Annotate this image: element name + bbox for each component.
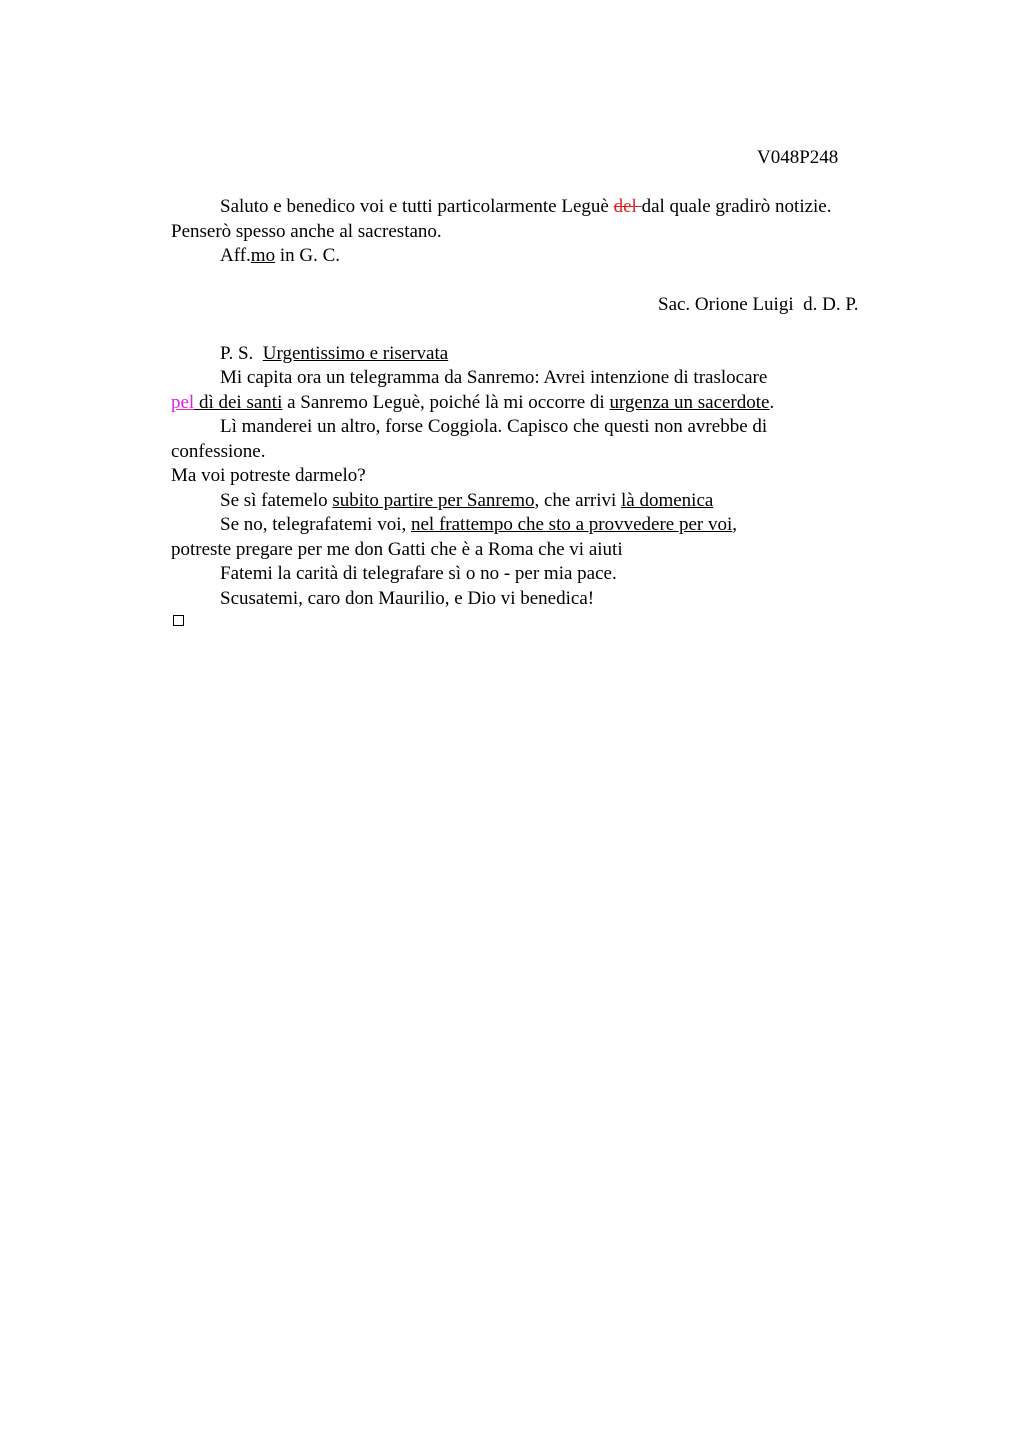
ps-line-1: Mi capita ora un telegramma da Sanremo: Avrei intenzione di traslocare [220, 367, 768, 388]
ps-line-5: Ma voi potreste darmelo? [171, 465, 366, 486]
closing-mo: mo [250, 245, 276, 266]
ps-line-2 [171, 392, 774, 414]
ps-line-6 [220, 490, 713, 512]
ps-label: P. S. [220, 343, 263, 364]
greeting-line-2: Penserò spesso anche al sacrestano. [171, 221, 442, 242]
period: . [769, 392, 775, 413]
closing-aff: Aff. [220, 245, 251, 266]
end-mark-box-icon [173, 615, 184, 626]
underlined-phrase: nel frattempo che sto a provvedere per voi [411, 514, 733, 535]
struck-word: del [613, 196, 642, 217]
ps-line-10: Scusatemi, caro don Maurilio, e Dio vi benedica! [220, 588, 595, 609]
greeting-line-1 [220, 196, 832, 218]
underlined-phrase: subito partire per Sanremo [332, 490, 535, 511]
comma: , [732, 514, 738, 535]
ps-line-8: potreste pregare per me don Gatti che è a Roma che vi aiuti [171, 539, 623, 560]
ps-heading: Urgentissimo e riservata [262, 343, 449, 364]
ps-line-4: confessione. [171, 441, 266, 462]
underlined-phrase: urgenza un sacerdote [609, 392, 770, 413]
closing-in-gc: in G. C. [275, 245, 341, 266]
greeting-text: Saluto e benedico voi e tutti particolarmente Leguè [220, 196, 614, 217]
signature: Sac. Orione Luigi d. D. P. [658, 294, 859, 315]
page-identifier: V048P248 [757, 147, 839, 168]
underlined-phrase: dì dei santi [198, 392, 283, 413]
ps-line-6-text-mid: , che arrivi [534, 490, 621, 511]
ps-line-2-text: a Sanremo Leguè, poiché là mi occorre di [282, 392, 610, 413]
ps-heading-line [220, 343, 448, 365]
ps-line-3: Lì manderei un altro, forse Coggiola. Capisco che questi non avrebbe di [220, 416, 768, 437]
closing-line [220, 245, 340, 267]
inserted-word: pel [171, 392, 195, 413]
ps-line-7-text: Se no, telegrafatemi voi, [220, 514, 411, 535]
ps-line-9: Fatemi la carità di telegrafare sì o no - per mia pace. [220, 563, 617, 584]
ps-line-6-text: Se sì fatemelo [220, 490, 333, 511]
ps-line-7 [220, 514, 737, 536]
underlined-phrase: là domenica [621, 490, 714, 511]
greeting-text-end: dal quale gradirò notizie. [641, 196, 832, 217]
